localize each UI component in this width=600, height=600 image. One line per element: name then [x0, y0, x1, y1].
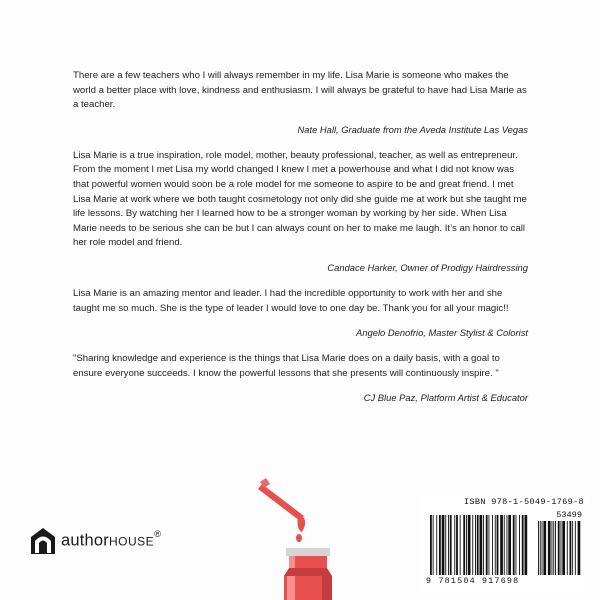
barcode-addon-bar	[578, 521, 581, 575]
barcode-bar	[466, 515, 467, 575]
barcode-addon-bar	[562, 521, 565, 575]
barcode-addon-bar	[572, 521, 573, 575]
testimonial-attribution: Nate Hall, Graduate from the Aveda Institute Las Vegas	[297, 123, 528, 135]
barcode-bar	[504, 515, 505, 575]
barcode-addon-bar	[543, 521, 546, 575]
isbn-barcode	[420, 497, 590, 593]
barcode-addon-bar	[567, 521, 568, 575]
barcode-bar	[483, 515, 484, 575]
barcode-bar	[450, 515, 452, 575]
publisher-name-part1: author	[61, 531, 109, 550]
barcode-bar	[508, 515, 511, 575]
barcode-bar	[463, 515, 465, 575]
barcode-bar	[439, 515, 441, 575]
barcode-digits: 9 781504 917698	[426, 576, 520, 586]
barcode-bar	[460, 515, 461, 575]
barcode-bar	[430, 515, 432, 575]
barcode-addon-bar	[552, 521, 553, 575]
publisher-name-part2: HOUSE	[109, 534, 155, 549]
barcode-bar	[516, 515, 517, 575]
barcode-bar	[456, 515, 458, 575]
barcode-addon-bar	[555, 521, 556, 575]
testimonials-section	[73, 69, 528, 417]
barcode-bar	[454, 515, 455, 575]
registered-mark: ®	[154, 529, 162, 540]
barcode-bar	[445, 515, 446, 575]
barcode-bar	[486, 515, 488, 575]
barcode-bar	[500, 515, 503, 575]
testimonial-attribution: Angelo Denofrio, Master Stylist & Colorist	[356, 327, 528, 339]
isbn-number: ISBN 978-1-5049-1769-8	[463, 497, 584, 507]
barcode-bar	[468, 515, 471, 575]
barcode-addon-bar	[548, 521, 551, 575]
barcode-bar	[525, 515, 528, 575]
authorhouse-logo-icon	[30, 527, 56, 555]
barcode-bar	[442, 515, 445, 575]
barcode-bar	[433, 515, 434, 575]
barcode-bar	[480, 515, 483, 575]
publisher-name	[61, 531, 161, 551]
barcode-bar	[472, 515, 473, 575]
barcode-bar	[513, 515, 515, 575]
testimonial-quote: There are a few teachers who I will always remember in my life. Lisa Marie is someone who makes the world a better place with love, kindness and enthusiasm. I will always be grateful to have had Lisa Marie as a teacher.	[73, 70, 527, 111]
publisher-logo	[30, 527, 161, 555]
barcode-bar	[519, 515, 520, 575]
barcode-addon-bar	[542, 521, 543, 575]
barcode-addon-bar	[540, 521, 541, 575]
barcode-bar	[489, 515, 490, 575]
price-code: 53499	[556, 510, 582, 520]
barcode-addon-bar	[570, 521, 572, 575]
barcode-addon-bar	[553, 521, 554, 575]
testimonial-quote: Lisa Marie is a true inspiration, role model, mother, beauty professional, teacher, as well as entrepreneur. From the moment I met Lisa my world changed I knew I met a powerhouse and what I did not know was that powerful women would soon be a role model for me someone to aspire to be and great friend. I met Lisa Marie at work where we both taught cosmetology not only did she guide me at work but she taught me life lessons. By watching her I learned how to be a stronger woman by working by her side. When Lisa Marie needs to be serious she can be but I can always count on her to make me laugh. It’s an honor to call her role model and friend.	[73, 149, 527, 249]
barcode-addon-bar	[575, 521, 576, 575]
barcode-bars	[428, 509, 584, 577]
nail-polish-bottle-image	[252, 476, 362, 600]
barcode-bar	[448, 515, 449, 575]
barcode-bar	[475, 515, 476, 575]
barcode-bar	[477, 515, 479, 575]
testimonial-quote: "Sharing knowledge and experience is the things that Lisa Marie does on a daily basis, with a goal to ensure everyone succeeds. I know the powerful lessons that she presents will continuously inspire. "	[73, 353, 500, 379]
testimonial-attribution: Candace Harker, Owner of Prodigy Hairdressing	[327, 261, 528, 273]
testimonial-attribution: CJ Blue Paz, Platform Artist & Educator	[363, 392, 528, 404]
barcode-bar	[497, 515, 499, 575]
barcode-addon-bar	[538, 521, 539, 575]
barcode-bar	[436, 515, 437, 575]
barcode-bar	[492, 515, 493, 575]
testimonial-quote: Lisa Marie is an amazing mentor and leader. I had the incredible opportunity to work with her and she taught me so much. She is the type of leader I would love to one day be. Thank you for all your magic!!	[73, 287, 509, 314]
barcode-bar	[495, 515, 496, 575]
barcode-bar	[522, 515, 524, 575]
barcode-bar	[507, 515, 508, 575]
barcode-addon-bar	[561, 521, 562, 575]
barcode-addon-bar	[558, 521, 560, 575]
